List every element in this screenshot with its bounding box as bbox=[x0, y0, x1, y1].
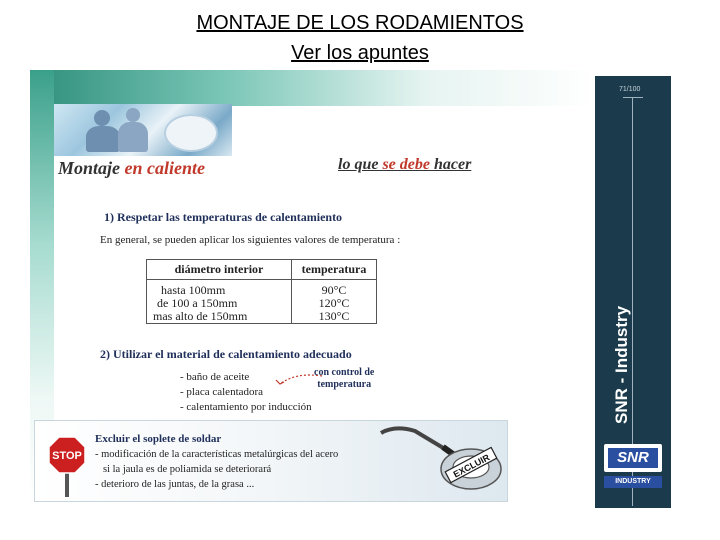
warning-line: - deterioro de las juntas, de la grasa ... bbox=[95, 479, 255, 490]
brand-vertical-text: SNR - Industry bbox=[612, 305, 631, 424]
decorative-top-band bbox=[30, 70, 595, 106]
slide-image bbox=[30, 70, 595, 508]
method-oil-bath: - baño de aceite bbox=[180, 371, 250, 383]
snr-industry-label: INDUSTRY bbox=[604, 476, 662, 488]
table-row: hasta 100mm 90°C bbox=[147, 284, 377, 297]
method-induction: - calentamiento por inducción bbox=[180, 401, 312, 413]
table-header-diameter: diámetro interior bbox=[147, 260, 292, 280]
warning-box bbox=[34, 420, 508, 502]
side-panel bbox=[595, 76, 671, 508]
page-number: 71/100 bbox=[619, 86, 641, 93]
heading-lo-que-se-debe-hacer: lo que se debe hacer bbox=[338, 156, 472, 173]
warning-line: si la jaula es de poliamida se deteriorará bbox=[103, 464, 272, 475]
header-photo bbox=[54, 104, 232, 156]
method-hot-plate: - placa calentadora bbox=[180, 386, 264, 398]
warning-title: Excluir el soplete de soldar bbox=[95, 433, 222, 445]
intro-text: En general, se pueden aplicar los siguientes valores de temperatura : bbox=[100, 234, 401, 246]
snr-logo: SNR bbox=[604, 444, 662, 472]
excluir-stamp-text: EXCLUIR bbox=[451, 452, 492, 480]
torch-bearing-illustration bbox=[375, 421, 507, 501]
heading-montaje-en-caliente: Montaje en caliente bbox=[58, 158, 205, 178]
slide-subtitle: Ver los apuntes bbox=[291, 42, 429, 64]
stop-sign-icon bbox=[47, 435, 87, 497]
table-row: mas alto de 150mm 130°C bbox=[147, 310, 377, 324]
warning-line: - modificación de la características metalúrgicas del acero bbox=[95, 449, 339, 460]
control-note: con control de temperatura bbox=[314, 367, 375, 390]
table-header-temperature: temperatura bbox=[292, 260, 377, 280]
stop-sign-text: STOP bbox=[52, 450, 82, 462]
temperature-table bbox=[146, 259, 377, 324]
section-2-heading: 2) Utilizar el material de calentamiento adecuado bbox=[100, 347, 352, 361]
section-1-heading: 1) Respetar las temperaturas de calentamiento bbox=[104, 210, 343, 224]
slide-title: MONTAJE DE LOS RODAMIENTOS bbox=[196, 12, 524, 34]
table-row: de 100 a 150mm 120°C bbox=[147, 297, 377, 310]
panel-tick bbox=[623, 97, 643, 98]
